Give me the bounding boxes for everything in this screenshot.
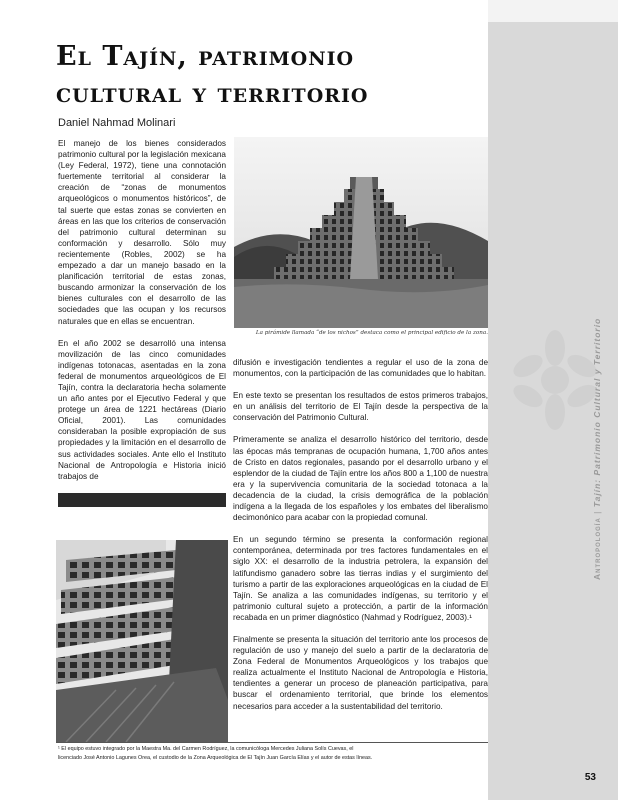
side-band-top: [488, 0, 618, 22]
paragraph: El manejo de los bienes considerados patrimonio cultural por la legislación mexicana (Ley Federal, 1972), tiene una connotación fuertemente territorial al considerar la creación de “zonas de monumentos arqueológicos o monumentos históricos”, de tal suerte que estas zonas se convierten en áreas en las que los criterios de conservación del patrimonio cultural determinan su conformación y desarrollo. Sólo muy recientemente (Robles, 2002) se ha empezado a dar un manejo basado en la planificación territorial de estas zonas, buscando armonizar la conservación de los bienes culturales con el desarrollo de las sociedades que las ocupan y los recursos naturales que en ellas se encuentran.: [58, 139, 226, 326]
photo-caption: La pirámide llamada “de los nichos” destaca como el principal edificio de la zona.: [255, 330, 488, 336]
page-number: 53: [584, 772, 596, 783]
pyramid-detail-illustration: [56, 540, 228, 742]
article-title: [56, 38, 476, 112]
right-column: [233, 357, 488, 723]
title-line-1: El Tajín, patrimonio: [56, 41, 355, 72]
section-name: Antropología: [592, 517, 602, 580]
footnote: ¹ El equipo estuvo integrado por la Maestra Ma. del Carmen Rodríguez, la comunicóloga Mercedes Juliana Solís Cuevas, el licenciado José Antonio Lagunes Orea, el custodio de la Zona Arqueológica de El Tajín Juan García Elías y el autor de estas líneas.: [58, 746, 373, 761]
separator: |: [592, 507, 602, 518]
title-line-2: cultural y territorio: [56, 78, 369, 109]
decorative-bar: [58, 493, 226, 507]
paragraph: En el año 2002 se desarrolló una intensa movilización de las cinco comunidades indígenas totonacas, asentadas en la zona federal de monumentos arqueológicos de El Tajín, contra la declaratoria hecha solamente un año antes por el Ejecutivo Federal y que protege un área de 1221 hectáreas (Diario Oficial, 2001). Las comunidades consideraban la posible expropiación de sus propiedades y la limitación en el desarrollo de sus actividades sociales. Ante ello el Instituto Nacional de Antropología e Historia inició trabajos de: [58, 338, 226, 481]
pyramid-niches-photo: [234, 137, 488, 328]
paragraph: En este texto se presentan los resultados de estos primeros trabajos, en un análisis del territorio de El Tajín desde la perspectiva de la conservación del Patrimonio Cultural.: [233, 391, 488, 423]
running-header: [592, 200, 602, 580]
paragraph: Primeramente se analiza el desarrollo histórico del territorio, desde las épocas más tempranas de ocupación humana, 1,700 años antes de Cristo en datos regionales, pasando por el desarrollo urbano y el esplendor de la ciudad de Tajín entre los años 800 a 1,100 de nuestra era y la supervivencia comunitaria de la sociedad totonaca a la decadencia de la ciudad, la crisis demográfica de la población indígena a la llegada de los españoles y los embates del liberalismo decimonónico para acabar con la propiedad comunal.: [233, 435, 488, 523]
author: Daniel Nahmad Molinari: [58, 117, 176, 129]
running-title: Tajín: Patrimonio Cultural y Territorio: [592, 317, 602, 508]
pyramid-detail-photo: [56, 540, 228, 742]
pyramid-photo-illustration: [234, 137, 488, 328]
footnote-rule: [56, 742, 488, 743]
left-column: [58, 138, 226, 493]
paragraph: Finalmente se presenta la situación del territorio ante los procesos de regulación de uso y manejo del suelo a partir de la declaratoria de Zona Federal de Monumentos Arqueológicos y los trabajos que realiza actualmente el Instituto Nacional de Antropología e Historia, tendientes a generar un proceso de planeación participativa, para buscar el ordenamiento territorial, que brinde los elementos necesarios para acceder a la sustentabilidad del territorio.: [233, 634, 488, 711]
paragraph: difusión e investigación tendientes a regular el uso de la zona de monumentos, con la participación de las comunidades que lo habitan.: [233, 358, 488, 379]
paragraph: En un segundo término se presenta la conformación regional contemporánea, determinada por tres factores fundamentales en el siglo XX: el desarrollo de la industria petrolera, la expansión del latifundismo ganadero sobre las tierras indias y el surgimiento del turismo a partir de las exploraciones arqueológicas en la ciudad de El Tajín. Se analiza a las comunidades indígenas, su territorio y el patrimonio cultural sujeto a protección, a partir de la información recabada en un primer diagnóstico (Nahmad y Rodríguez, 2003).¹: [233, 535, 488, 622]
institution-logo-icon: [510, 310, 600, 450]
